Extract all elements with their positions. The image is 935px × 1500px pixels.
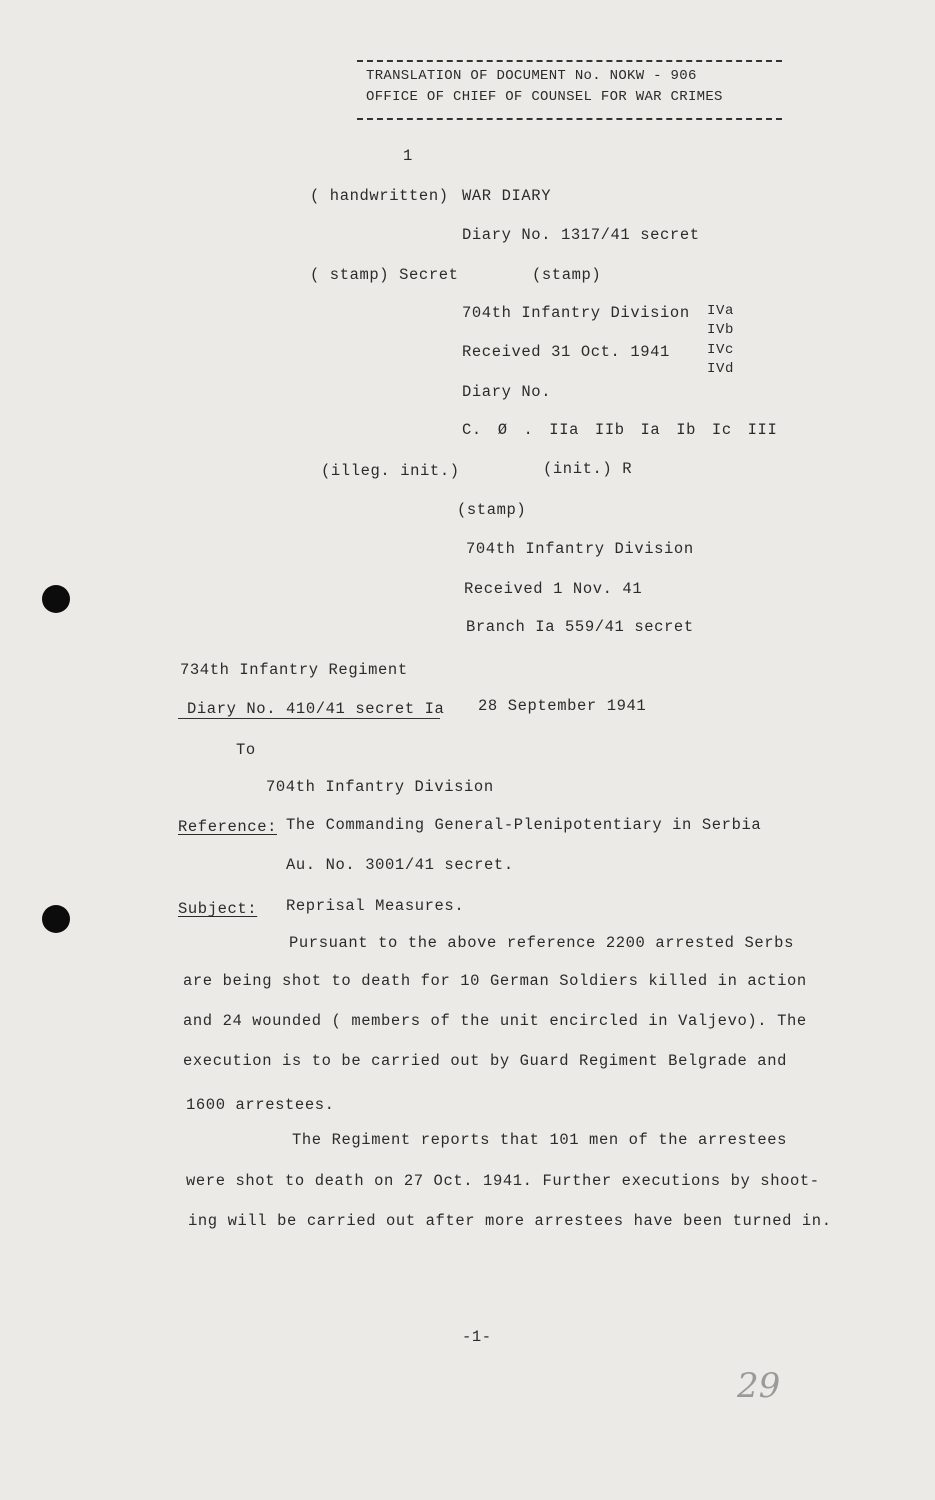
- reference-label: Reference:: [178, 818, 278, 836]
- recipient: 704th Infantry Division: [266, 778, 494, 796]
- illegible-initials: (illeg. init.): [321, 462, 460, 480]
- body-line: The Regiment reports that 101 men of the arrestees: [292, 1131, 788, 1149]
- to-label: To: [236, 741, 256, 759]
- body-line: and 24 wounded ( members of the unit encircled in Valjevo). The: [183, 1012, 807, 1030]
- body-line: Pursuant to the above reference 2200 arrested Serbs: [289, 934, 794, 952]
- punch-hole-bottom: [42, 905, 70, 933]
- subject-text: Reprisal Measures.: [286, 897, 465, 915]
- reference-text-2: Au. No. 3001/41 secret.: [286, 856, 514, 874]
- stamp-label-2: (stamp): [457, 501, 527, 519]
- sender-regiment: 734th Infantry Regiment: [180, 661, 408, 679]
- routing-line: C. Ø . IIa IIb Ia Ib Ic III: [462, 421, 778, 439]
- handwritten-label: ( handwritten): [310, 187, 449, 205]
- subject-label: Subject:: [178, 900, 258, 918]
- division-stamp-2: 704th Infantry Division: [466, 540, 694, 558]
- stamp-secret-label: ( stamp) Secret: [310, 266, 459, 284]
- punch-hole-top: [42, 585, 70, 613]
- initials: (init.) R: [543, 460, 633, 478]
- received-date-1: Received 31 Oct. 1941: [462, 343, 670, 361]
- handwritten-page-number: 29: [737, 1366, 781, 1406]
- body-line: were shot to death on 27 Oct. 1941. Further executions by shoot-: [186, 1172, 820, 1190]
- letter-date: 28 September 1941: [478, 697, 647, 715]
- doc-number: 1: [403, 147, 413, 165]
- routing-ivb: IVb: [707, 322, 735, 338]
- header-line-1: TRANSLATION OF DOCUMENT No. NOKW - 906: [366, 68, 697, 84]
- header-bottom-rule: [357, 118, 782, 120]
- received-date-2: Received 1 Nov. 41: [464, 580, 643, 598]
- letter-diary-reference: Diary No. 410/41 secret Ia: [187, 700, 445, 718]
- war-diary-label: WAR DIARY: [462, 187, 552, 205]
- body-line: ing will be carried out after more arrestees have been turned in.: [188, 1212, 832, 1230]
- page-number: -1-: [462, 1328, 492, 1346]
- diary-reference-underline: [178, 718, 440, 719]
- stamp-label: (stamp): [532, 266, 602, 284]
- body-line: execution is to be carried out by Guard Regiment Belgrade and: [183, 1052, 787, 1070]
- body-line: 1600 arrestees.: [186, 1096, 335, 1114]
- reference-text: The Commanding General-Plenipotentiary in Serbia: [286, 816, 762, 834]
- header-top-rule: [357, 60, 782, 62]
- diary-number-blank: Diary No.: [462, 383, 552, 401]
- routing-ivc: IVc: [707, 342, 735, 358]
- division-stamp-1: 704th Infantry Division: [462, 304, 690, 322]
- diary-number: Diary No. 1317/41 secret: [462, 226, 700, 244]
- branch-reference: Branch Ia 559/41 secret: [466, 618, 694, 636]
- routing-ivd: IVd: [707, 361, 735, 377]
- header-line-2: OFFICE OF CHIEF OF COUNSEL FOR WAR CRIMES: [366, 89, 723, 105]
- routing-iva: IVa: [707, 303, 735, 319]
- body-line: are being shot to death for 10 German Soldiers killed in action: [183, 972, 807, 990]
